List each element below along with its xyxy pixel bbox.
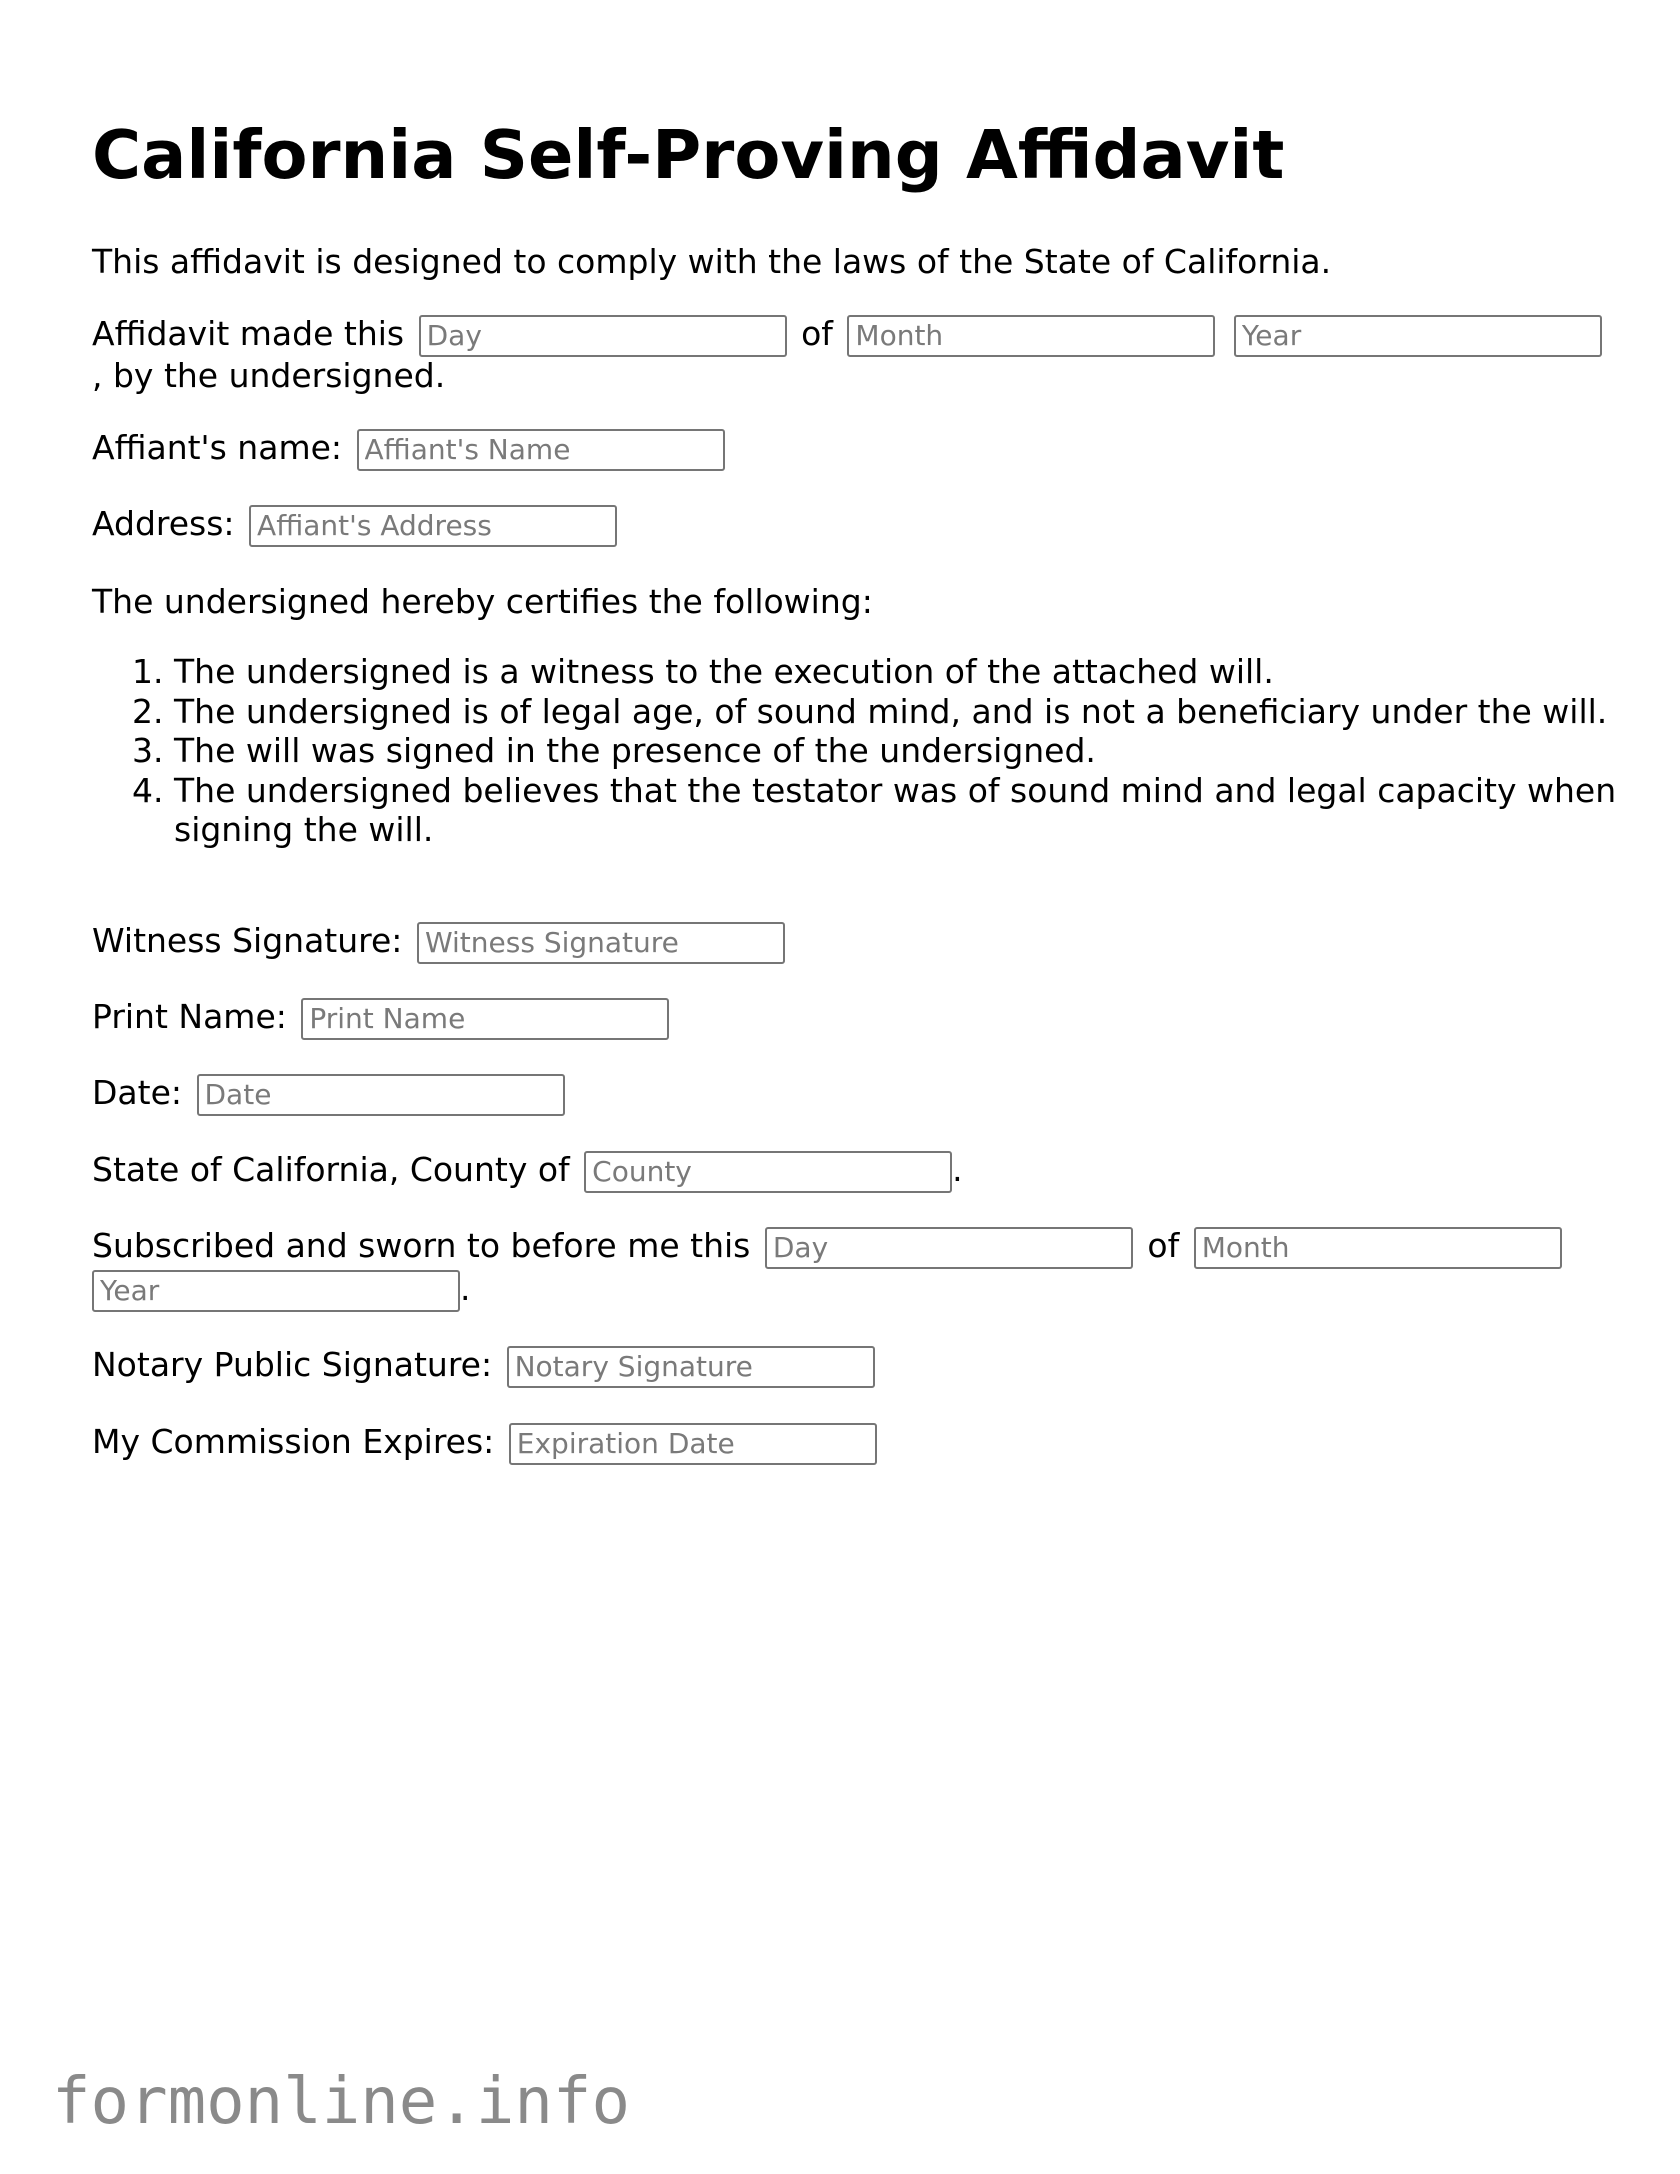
affidavit-month-input[interactable] (847, 315, 1215, 357)
address-label: Address: (92, 504, 235, 543)
county-input[interactable] (584, 1151, 952, 1193)
county-prefix: State of California, County of (92, 1150, 570, 1189)
affidavit-year-input[interactable] (1234, 315, 1602, 357)
affiant-name-label: Affiant's name: (92, 428, 343, 467)
affidavit-made-line (92, 312, 1606, 357)
sworn-suffix: . (460, 1269, 471, 1308)
affiant-name-row (92, 426, 729, 471)
sworn-month-input[interactable] (1194, 1227, 1562, 1269)
print-name-label: Print Name: (92, 997, 287, 1036)
county-row (92, 1148, 963, 1193)
print-name-row (92, 995, 673, 1040)
affiant-name-input[interactable] (357, 429, 725, 471)
notary-signature-label: Notary Public Signature: (92, 1345, 493, 1384)
print-name-input[interactable] (301, 998, 669, 1040)
address-row (92, 502, 621, 547)
certify-intro: The undersigned hereby certifies the following: (92, 582, 873, 621)
list-item: 2. The undersigned is of legal age, of sound mind, and is not a beneficiary under the will. (174, 692, 1624, 732)
sworn-prefix: Subscribed and sworn to before me this (92, 1226, 751, 1265)
sworn-year-row (92, 1267, 471, 1312)
affidavit-of-text: of (801, 314, 833, 353)
county-suffix: . (952, 1150, 963, 1189)
date-row (92, 1071, 569, 1116)
list-item: 1. The undersigned is a witness to the execution of the attached will. (174, 652, 1624, 692)
affidavit-made-prefix: Affidavit made this (92, 314, 405, 353)
commission-expires-input[interactable] (509, 1423, 877, 1465)
notary-signature-row (92, 1343, 879, 1388)
affidavit-made-suffix: , by the undersigned. (92, 356, 446, 395)
list-item: 3. The will was signed in the presence of the undersigned. (174, 731, 1624, 771)
address-input[interactable] (249, 505, 617, 547)
watermark: formonline.info (52, 2065, 630, 2139)
commission-expires-label: My Commission Expires: (92, 1422, 495, 1461)
affidavit-day-input[interactable] (419, 315, 787, 357)
list-item: 4. The undersigned believes that the testator was of sound mind and legal capacity when signing the will. (174, 771, 1624, 850)
witness-signature-row (92, 919, 789, 964)
sworn-of-text: of (1147, 1226, 1180, 1265)
intro-text: This affidavit is designed to comply with the laws of the State of California. (92, 242, 1332, 281)
witness-signature-input[interactable] (417, 922, 785, 964)
commission-expires-row (92, 1420, 881, 1465)
sworn-line (92, 1224, 1566, 1269)
date-input[interactable] (197, 1074, 565, 1116)
certification-list (92, 652, 1624, 850)
notary-signature-input[interactable] (507, 1346, 875, 1388)
page-title: California Self-Proving Affidavit (92, 116, 1285, 194)
witness-signature-label: Witness Signature: (92, 921, 403, 960)
sworn-day-input[interactable] (765, 1227, 1133, 1269)
sworn-year-input[interactable] (92, 1270, 460, 1312)
date-label: Date: (92, 1073, 182, 1112)
